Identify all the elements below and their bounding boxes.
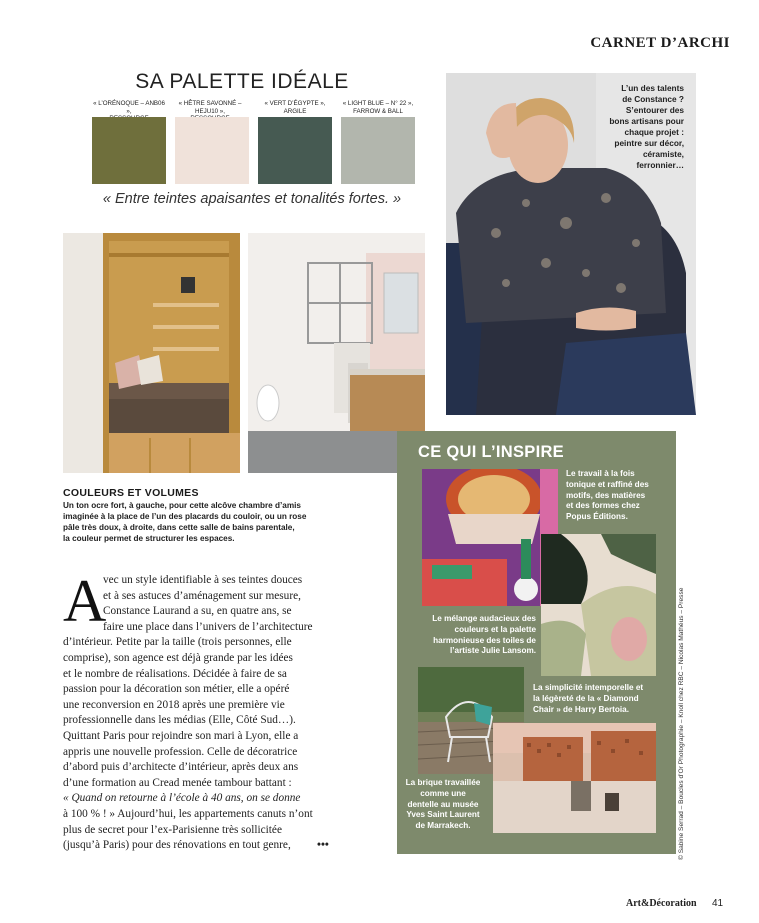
article-line: vec un style identifiable à ses teintes douces	[103, 574, 303, 586]
caption-line: l’artiste Julie Lansom.	[450, 646, 536, 656]
article-line: Constance Laurand a su, en quatre ans, se	[103, 605, 292, 618]
caption-line: La simplicité intemporelle et	[533, 683, 644, 692]
swatch-label-4	[339, 100, 417, 115]
caption-line: motifs, des matières	[566, 490, 646, 500]
popus-caption	[566, 469, 676, 523]
caption-line: Yves Saint Laurent	[406, 810, 480, 820]
volumes-caption	[63, 500, 353, 544]
swatch-label-4-name: « LIGHT BLUE – N° 22 »,	[342, 100, 414, 107]
popus-editions-photo	[422, 469, 558, 606]
caption-line: comme une	[420, 788, 466, 798]
swatch-label-3-brand: ARGILE	[283, 107, 307, 115]
caption-line: dentelle au musée	[407, 799, 479, 809]
article-line: à 100 % ! » Aujourd’hui, les appartements canuts n’ont	[63, 808, 313, 820]
ysl-caption	[402, 778, 484, 832]
julie-lansom-painting	[541, 534, 656, 676]
continuation-mark: •••	[317, 839, 329, 852]
article-line: plus de secret pour l’ex-Parisienne très sollicitée	[63, 823, 282, 836]
caption-line: imaginée à la place de l’un des placards du couloir, ou un rose	[63, 512, 307, 521]
caption-line: tonique et raffiné des	[566, 479, 649, 489]
portrait-caption	[580, 83, 684, 171]
page-number: 41	[712, 898, 724, 909]
caption-line: peintre sur décor,	[614, 138, 684, 148]
swatch-label-2-name: « HÊTRE SAVONNÉ – HEJU10 »,	[178, 100, 242, 115]
caption-line: L’un des talents	[621, 83, 684, 93]
color-swatch-hetre-savonne	[175, 117, 249, 184]
caption-line: de Marrakech.	[415, 821, 471, 831]
lansom-caption	[418, 614, 536, 657]
swatch-label-1-name: « L’ORÉNOQUE – ANB06 »,	[93, 100, 165, 115]
color-swatch-light-blue	[341, 117, 415, 184]
ysl-museum-photo	[493, 723, 656, 833]
swatch-label-3-name: « VERT D’ÉGYPTE »,	[264, 100, 326, 107]
caption-line: la couleur permet de structurer les espaces.	[63, 534, 235, 543]
caption-line: S’entourer des	[625, 105, 684, 115]
magazine-brand: Art&Décoration	[626, 898, 697, 909]
caption-line: Popus Éditions.	[566, 512, 628, 522]
section-title: CARNET D’ARCHI	[590, 35, 730, 51]
photo-credit	[678, 587, 690, 860]
bertoia-caption	[533, 683, 673, 715]
article-line: passion pour la décoration son métier, elle a opéré	[63, 683, 290, 696]
color-swatch-orenoque	[92, 117, 166, 184]
caption-line: et des formes chez	[566, 501, 640, 511]
swatch-label-4-brand: FARROW & BALL	[353, 107, 403, 115]
article-line: comprise), son agence est déjà grande par les idées	[63, 652, 293, 664]
article-line: faire une place dans l’univers de l’architecture	[103, 620, 313, 633]
volumes-heading: COULEURS ET VOLUMES	[63, 487, 199, 499]
caption-line: harmonieuse des toiles de	[433, 635, 536, 645]
palette-title: SA PALETTE IDÉALE	[135, 70, 349, 93]
caption-line: Un ton ocre fort, à gauche, pour cette alcôve chambre d’amis	[63, 501, 301, 510]
article-line: et le nombre de réalisations. Décidée à faire de sa	[63, 667, 287, 680]
swatch-label-3	[256, 100, 334, 115]
article-line: Quittant Paris pour rejoindre son mari à Lyon, elle a	[63, 730, 299, 742]
caption-line: couleurs et la palette	[454, 624, 536, 634]
caption-line: Le mélange audacieux des	[432, 614, 536, 623]
article-line: d’abord puis d’architecte d’intérieur, après deux ans	[63, 761, 299, 774]
caption-line: ferronnier…	[636, 160, 684, 170]
article-line: « Quand on retourne à l’école à 40 ans, on se donne	[63, 792, 301, 805]
caption-line: Chair » de Harry Bertoia.	[533, 704, 630, 714]
color-swatch-vert-egypte	[258, 117, 332, 184]
article-line: et à ses astuces d’aménagement sur mesure,	[103, 589, 301, 602]
alcove-bedroom-photo	[63, 233, 240, 473]
article-line: (jusqu’à Paris) pour des rénovations en tout genre,	[63, 839, 291, 852]
article-line: professionnelle dans les médias (Elle, Côté Sud…).	[63, 714, 296, 727]
caption-line: chaque projet :	[624, 127, 684, 137]
article-line: appris une nouvelle profession. Celle de décoratrice	[63, 745, 298, 758]
caption-line: la légèreté de la « Diamond	[533, 693, 639, 703]
caption-line: céramiste,	[642, 149, 684, 159]
caption-line: bons artisans pour	[609, 116, 684, 126]
article-line: d’une formation au Cread menée tambour battant :	[63, 776, 292, 789]
article-line: une reconversion en 2018 après une première vie	[63, 698, 285, 711]
drop-cap: A	[63, 568, 107, 634]
caption-line: Le travail à la fois	[566, 469, 635, 478]
article-line: d’intérieur. Petite par la taille (trois personnes, elle	[63, 636, 292, 649]
caption-line: pâle très doux, à droite, dans cette salle de bains parentale,	[63, 523, 295, 532]
photo-credit-text: © Sabine Serrad – Boucles d’Or Photographie – Knoll chez RBC – Nicolas Mathéus – Presse	[678, 587, 685, 860]
caption-line: La brique travaillée	[405, 778, 481, 787]
caption-line: de Constance ?	[622, 94, 684, 104]
palette-quote: « Entre teintes apaisantes et tonalités fortes. »	[102, 191, 402, 207]
inspire-title: CE QUI L’INSPIRE	[418, 443, 564, 461]
